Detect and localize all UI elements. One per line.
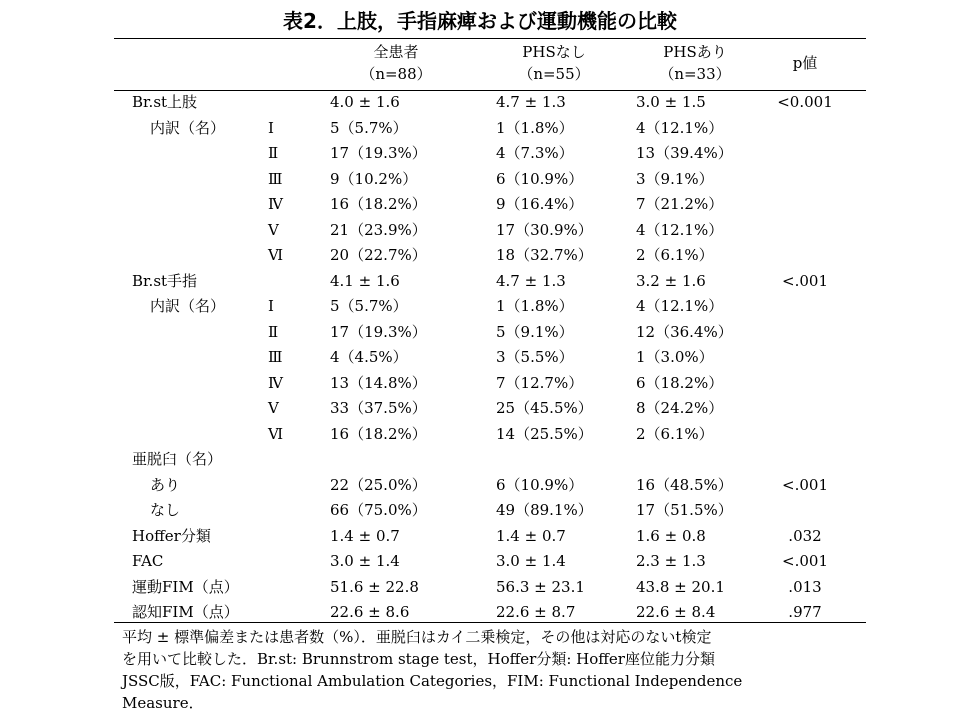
cell-phs-yes: 6（18.2%） [636, 373, 724, 392]
cell-phs-no: 1（1.8%） [496, 297, 574, 315]
cell-phs-no: 4（7.3%） [496, 144, 574, 162]
cell-phs-yes: 1（3.0%） [636, 348, 714, 366]
cell-phs-no: 7（12.7%） [496, 373, 584, 392]
cell-phs-yes: 2.3 ± 1.3 [636, 552, 706, 570]
cell-all-patients: 21（23.9%） [330, 220, 427, 239]
cell-phs-no: 4.7 ± 1.3 [496, 271, 566, 290]
cell-phs-yes: 4（12.1%） [636, 220, 724, 239]
cell-p-value: .032 [788, 526, 822, 545]
row-label: 内訳（名） [150, 297, 226, 315]
cell-phs-no: 1.4 ± 0.7 [496, 526, 566, 545]
cell-all-patients: 13（14.8%） [330, 373, 427, 392]
row-grade: Ⅱ [268, 144, 279, 162]
table-row [0, 447, 960, 473]
row-label: 運動FIM（点） [132, 577, 239, 596]
row-label: 認知FIM（点） [132, 603, 239, 621]
cell-phs-no: 6（10.9%） [496, 169, 584, 188]
table-row [0, 524, 960, 550]
table-row [0, 141, 960, 167]
cell-all-patients: 66（75.0%） [330, 501, 427, 519]
row-grade: Ⅵ [268, 246, 284, 264]
row-label: Br.st上肢 [132, 93, 198, 111]
header-all-patients [346, 41, 446, 85]
row-grade: Ⅰ [268, 297, 274, 315]
cell-all-patients: 22.6 ± 8.6 [330, 603, 410, 621]
row-grade: Ⅱ [268, 322, 279, 341]
cell-phs-yes: 43.8 ± 20.1 [636, 577, 725, 596]
cell-phs-no: 6（10.9%） [496, 475, 584, 494]
top-rule [114, 38, 866, 39]
table-row [0, 549, 960, 575]
row-grade: Ⅳ [268, 195, 283, 213]
cell-p-value: <.001 [782, 552, 828, 570]
row-grade: Ⅵ [268, 424, 284, 443]
cell-phs-no: 3（5.5%） [496, 348, 574, 366]
row-label: Br.st手指 [132, 271, 198, 290]
cell-p-value: <.001 [782, 475, 828, 494]
cell-phs-no: 3.0 ± 1.4 [496, 552, 566, 570]
footnote-line: 平均 ± 標準偏差または患者数（%）．亜脱臼はカイ二乗検定，その他は対応のないt検定 [122, 628, 712, 646]
cell-phs-no: 22.6 ± 8.7 [496, 603, 576, 621]
table-title: 表2．上肢，手指麻痺および運動機能の比較 [283, 9, 677, 33]
cell-phs-no: 49（89.1%） [496, 501, 593, 519]
row-grade: Ⅴ [268, 220, 279, 239]
cell-phs-no: 9（16.4%） [496, 195, 584, 213]
cell-p-value: .977 [788, 603, 822, 621]
cell-all-patients: 17（19.3%） [330, 322, 427, 341]
table-row [0, 345, 960, 371]
table-row [0, 498, 960, 524]
table-row [0, 218, 960, 244]
cell-p-value: <.001 [782, 271, 828, 290]
header-phs-yes [640, 41, 750, 85]
cell-phs-no: 17（30.9%） [496, 220, 593, 239]
header-phs-no-label: PHSなし [522, 43, 586, 61]
cell-phs-yes: 12（36.4%） [636, 322, 733, 341]
header-all-label: 全患者 [373, 43, 419, 61]
row-label: FAC [132, 552, 164, 570]
table-row [0, 422, 960, 448]
table-body [0, 90, 960, 626]
cell-all-patients: 4.1 ± 1.6 [330, 271, 400, 290]
header-p-value [760, 52, 850, 74]
cell-phs-no: 14（25.5%） [496, 424, 593, 443]
row-grade: Ⅰ [268, 118, 274, 137]
cell-all-patients: 5（5.7%） [330, 297, 408, 315]
cell-all-patients: 33（37.5%） [330, 399, 427, 417]
header-all-n: （n=88） [360, 65, 432, 83]
cell-all-patients: 16（18.2%） [330, 424, 427, 443]
header-phs-no [504, 41, 604, 85]
cell-all-patients: 17（19.3%） [330, 144, 427, 162]
table-row [0, 294, 960, 320]
footnote-line: Measure． [122, 694, 204, 712]
cell-phs-no: 1（1.8%） [496, 118, 574, 137]
cell-all-patients: 16（18.2%） [330, 195, 427, 213]
cell-phs-no: 5（9.1%） [496, 322, 574, 341]
cell-phs-yes: 7（21.2%） [636, 195, 724, 213]
row-grade: Ⅴ [268, 399, 279, 417]
table-footnote [122, 626, 942, 714]
cell-phs-yes: 3.2 ± 1.6 [636, 271, 706, 290]
cell-phs-yes: 4（12.1%） [636, 118, 724, 137]
cell-phs-yes: 4（12.1%） [636, 297, 724, 315]
cell-phs-yes: 3（9.1%） [636, 169, 714, 188]
cell-phs-no: 4.7 ± 1.3 [496, 93, 566, 111]
table-row [0, 396, 960, 422]
header-phs-yes-label: PHSあり [663, 43, 727, 61]
table-row [0, 473, 960, 499]
cell-all-patients: 20（22.7%） [330, 246, 427, 264]
row-label: 内訳（名） [150, 118, 226, 137]
cell-p-value: <0.001 [777, 93, 833, 111]
row-label: 亜脱臼（名） [132, 450, 223, 468]
cell-all-patients: 9（10.2%） [330, 169, 418, 188]
header-phs-yes-n: （n=33） [659, 65, 731, 83]
row-grade: Ⅳ [268, 373, 283, 392]
cell-all-patients: 51.6 ± 22.8 [330, 577, 419, 596]
bottom-rule [114, 622, 866, 623]
cell-phs-yes: 22.6 ± 8.4 [636, 603, 716, 621]
table-row [0, 192, 960, 218]
cell-phs-no: 18（32.7%） [496, 246, 593, 264]
row-label: あり [150, 475, 181, 494]
cell-phs-yes: 8（24.2%） [636, 399, 724, 417]
table-row [0, 269, 960, 295]
cell-phs-yes: 17（51.5%） [636, 501, 733, 519]
cell-phs-yes: 16（48.5%） [636, 475, 733, 494]
table-row [0, 116, 960, 142]
cell-phs-yes: 2（6.1%） [636, 424, 714, 443]
row-label: Hoffer分類 [132, 526, 211, 545]
header-phs-no-n: （n=55） [518, 65, 590, 83]
row-grade: Ⅲ [268, 169, 283, 188]
cell-all-patients: 1.4 ± 0.7 [330, 526, 400, 545]
footnote-line: を用いて比較した．Br.st: Brunnstrom stage test，Hoffer分類: Hoffer座位能力分類 [122, 650, 715, 668]
row-label: なし [150, 501, 181, 519]
cell-all-patients: 4（4.5%） [330, 348, 408, 366]
row-grade: Ⅲ [268, 348, 283, 366]
cell-phs-no: 25（45.5%） [496, 399, 593, 417]
table-row [0, 320, 960, 346]
table-row [0, 243, 960, 269]
table-row [0, 575, 960, 601]
cell-all-patients: 5（5.7%） [330, 118, 408, 137]
cell-phs-no: 56.3 ± 23.1 [496, 577, 585, 596]
cell-p-value: .013 [788, 577, 822, 596]
header-p-label: p値 [792, 54, 818, 72]
table-row [0, 371, 960, 397]
footnote-line: JSSC版，FAC: Functional Ambulation Categories，FIM: Functional Independence [122, 672, 743, 690]
cell-all-patients: 22（25.0%） [330, 475, 427, 494]
table-row [0, 90, 960, 116]
cell-phs-yes: 3.0 ± 1.5 [636, 93, 706, 111]
cell-phs-yes: 2（6.1%） [636, 246, 714, 264]
cell-all-patients: 4.0 ± 1.6 [330, 93, 400, 111]
cell-all-patients: 3.0 ± 1.4 [330, 552, 400, 570]
cell-phs-yes: 1.6 ± 0.8 [636, 526, 706, 545]
table-row [0, 167, 960, 193]
cell-phs-yes: 13（39.4%） [636, 144, 733, 162]
